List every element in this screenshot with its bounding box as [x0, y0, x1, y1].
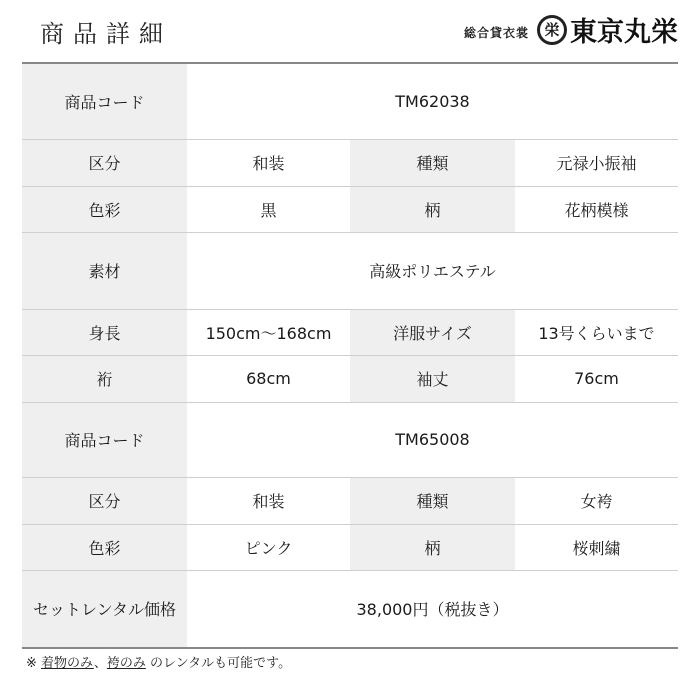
table-row [22, 355, 678, 402]
cell-label: 袖丈 [350, 355, 515, 402]
note-prefix: ※ [26, 656, 42, 671]
cell-label: 色彩 [22, 524, 187, 570]
cell-label: 商品コード [22, 64, 187, 139]
cell-label: 色彩 [22, 186, 187, 232]
cell-label: 区分 [22, 139, 187, 186]
cell-label: 種類 [350, 477, 515, 524]
cell-value: ピンク [187, 524, 350, 570]
cell-value: 高級ポリエステル [187, 232, 678, 309]
cell-value: 花柄模様 [515, 186, 678, 232]
cell-label: 素材 [22, 232, 187, 309]
brand-seal-icon: 栄 [537, 15, 567, 45]
cell-label: 柄 [350, 524, 515, 570]
cell-value: 元禄小振袖 [515, 139, 678, 186]
cell-label: 洋服サイズ [350, 309, 515, 355]
table-row [22, 309, 678, 355]
table-row [22, 139, 678, 186]
product-detail-table [22, 64, 678, 649]
rental-note [26, 652, 291, 671]
brand-subtitle: 総合貸衣裳 [463, 26, 529, 40]
cell-label: セットレンタル価格 [22, 570, 187, 648]
cell-label: 区分 [22, 477, 187, 524]
table-row [22, 402, 678, 477]
cell-label: 裄 [22, 355, 187, 402]
cell-value: 68cm [187, 355, 350, 402]
note-separator: 、 [93, 656, 107, 671]
cell-value: 黒 [187, 186, 350, 232]
cell-value: TM65008 [187, 402, 678, 477]
cell-value: 76cm [515, 355, 678, 402]
kimono-only-link[interactable]: 着物のみ [41, 656, 94, 671]
cell-value: 桜刺繍 [515, 524, 678, 570]
note-suffix: のレンタルも可能です。 [145, 656, 292, 671]
table-row [22, 64, 678, 139]
hakama-only-link[interactable]: 袴のみ [106, 656, 146, 671]
cell-value: TM62038 [187, 64, 678, 139]
table-row [22, 570, 678, 648]
table-row [22, 477, 678, 524]
price-value: 38,000円（税抜き） [187, 570, 678, 648]
brand-logo [464, 10, 678, 49]
cell-value: 女袴 [515, 477, 678, 524]
table-row [22, 524, 678, 570]
cell-value: 和装 [187, 139, 350, 186]
brand-name: 東京丸栄 [570, 17, 678, 48]
table-row [22, 232, 678, 309]
cell-label: 柄 [350, 186, 515, 232]
cell-value: 13号くらいまで [515, 309, 678, 355]
table-row [22, 186, 678, 232]
cell-value: 和装 [187, 477, 350, 524]
cell-label: 身長 [22, 309, 187, 355]
page-title: 商品詳細 [40, 20, 172, 48]
cell-label: 商品コード [22, 402, 187, 477]
cell-value: 150cm～168cm [187, 309, 350, 355]
cell-label: 種類 [350, 139, 515, 186]
